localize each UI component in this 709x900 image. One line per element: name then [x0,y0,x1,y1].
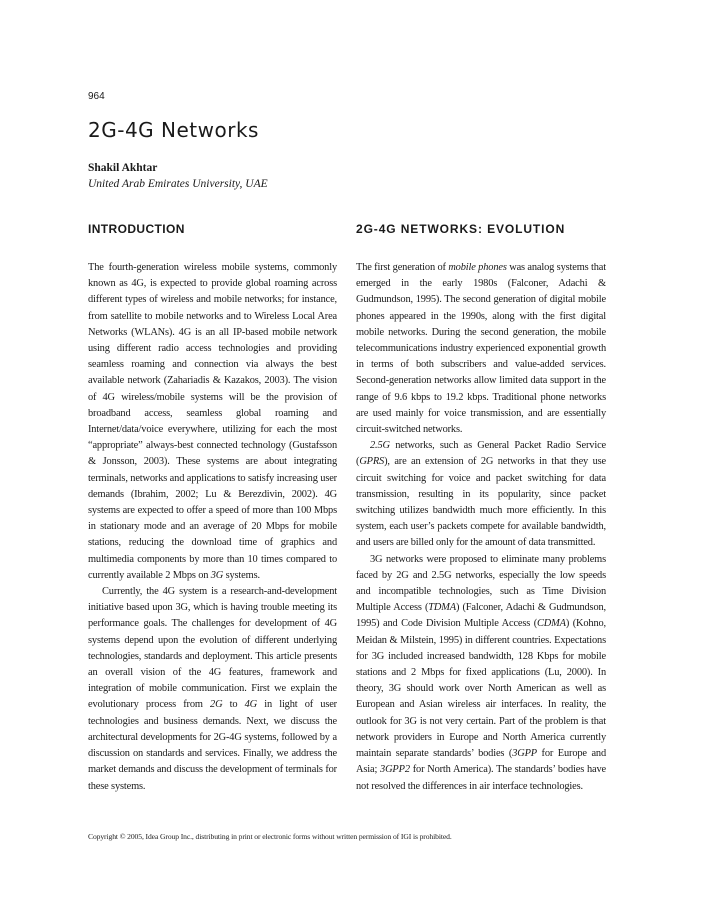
introduction-paragraph-1: The fourth-generation wireless mobile systems, commonly known as 4G, is expected to provide global roaming across different types of wireless and mobile networks; for instance, from satellite to mobile networks and to Wireless Local Area Networks (WLANs). 4G is an all IP-based mobile network using different radio access technologies and providing seamless roaming and connection via always the best available network (Zahariadis & Kazakos, 2003). The vision of 4G wireless/mobile systems will be the provision of broadband access, seamless global roaming and Internet/data/voice everywhere, utilizing for each the most “appropriate” always-best connected technology (Gustafsson & Jonsson, 2003). These systems are about integrating terminals, networks and applications to satisfy increasing user demands (Ibrahim, 2002; Lu & Berezdivin, 2002). 4G systems are expected to offer a speed of more than 100 Mbps in stationary mode and an average of 20 Mbps for mobile stations, reducing the download time of graphics and multimedia components by more than 10 times compared to currently available 2 Mbps on 3G systems. [88,262,337,581]
copyright-notice: Copyright © 2005, Idea Group Inc., distributing in print or electronic forms without written permission of IGI is prohibited. [88,832,452,841]
left-column [88,222,337,795]
introduction-body [88,260,337,795]
evolution-paragraph-1: The first generation of mobile phones was analog systems that emerged in the early 1980s (Falconer, Adachi & Gudmundson, 1995). The second generation of digital mobile phones appeared in the 1990s, along with the first digital mobile networks. During the second generation, the mobile telecommunications industry experienced exponential growth in terms of both subscribers and value-added services. Second-generation networks allow limited data support in the range of 9.6 kbps to 19.2 kbps. Traditional phone networks are used mainly for voice transmission, and are essentially circuit-switched networks. [356,262,606,436]
evolution-paragraph-3: 3G networks were proposed to eliminate many problems faced by 2G and 2.5G networks, especially the low speeds and incompatible technologies, such as Time Division Multiple Access (TDMA) (Falconer, Adachi & Gudmundson, 1995) and Code Division Multiple Access (CDMA) (Kohno, Meidan & Milstein, 1995) in different countries. Expectations for 3G included increased bandwidth, 128 Kbps for mobile stations and 2 Mbps for fixed applications (Lu, 2000). In theory, 3G should work over North American as well as European and Asian wireless air interfaces. In reality, the outlook for 3G is not very certain. Part of the problem is that network providers in Europe and North America currently maintain separate standards’ bodies (3GPP for Europe and Asia; 3GPP2 for North America). The standards’ bodies have not resolved the differences in air interface technologies. [356,553,606,792]
section-heading-introduction: INTRODUCTION [88,222,185,236]
author-affiliation: United Arab Emirates University, UAE [88,178,268,190]
evolution-body [356,260,606,795]
article-title: 2G-4G Networks [88,118,259,142]
evolution-paragraph-2: 2.5G networks, such as General Packet Radio Service (GPRS), are an extension of 2G networks in that they use circuit switching for voice and packet switching for data transmission, resulting in its popularity, since packet switching utilizes bandwidth much more efficiently. In this system, each user’s packets compete for available bandwidth, and users are billed only for the amount of data transmitted. [356,440,606,549]
right-column [356,222,606,795]
page-number: 964 [88,91,105,102]
section-heading-evolution: 2G-4G NETWORKS: EVOLUTION [356,222,566,236]
introduction-paragraph-2: Currently, the 4G system is a research-and-development initiative based upon 3G, which is having trouble meeting its performance goals. The challenges for development of 4G systems depend upon the evolution of different underlying technologies, standards and deployment. This article presents an overall vision of the 4G features, framework and integration of mobile communication. First we explain the evolutionary process from 2G to 4G in light of user technologies and business demands. Next, we discuss the architectural developments for 2G-4G systems, followed by a discussion on standards and services. Finally, we address the market demands and discuss the development of terminals for these systems. [88,586,337,792]
author-name: Shakil Akhtar [88,162,158,174]
